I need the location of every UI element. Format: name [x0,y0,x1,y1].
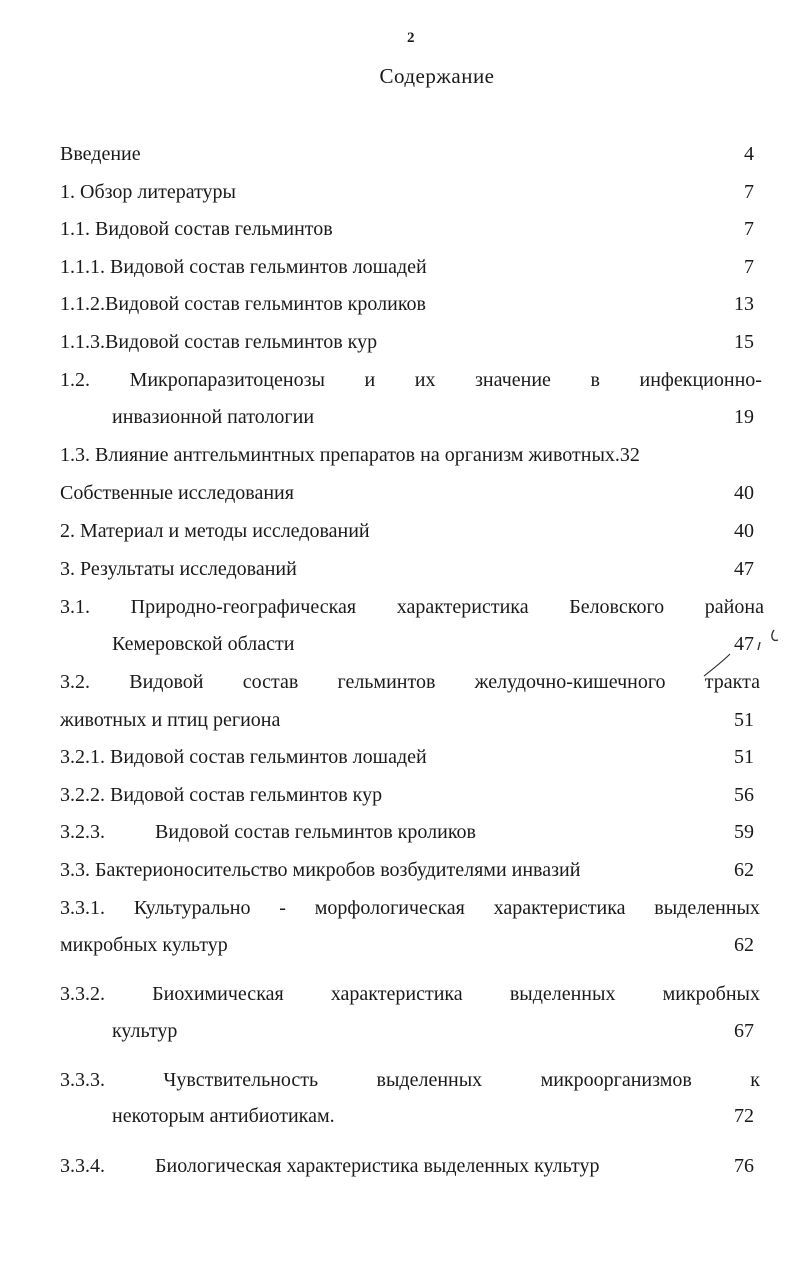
toc-word: Биохимическая [152,983,284,1005]
toc-word: выделенных [509,983,616,1005]
toc-word: их [414,369,436,391]
toc-entry-page: 19 [734,406,754,428]
toc-word: в [590,369,600,391]
toc-word: гельминтов [337,671,436,693]
toc-word: к [750,1069,760,1091]
toc-word: 3.2. [60,671,90,693]
toc-entry-page: 4 [744,143,754,165]
toc-entry-text: Кемеровской области [112,633,295,655]
toc-entry-text: инвазионной патологии [112,406,315,428]
toc-entry-text: 1.3. Влияние антгельминтных препаратов на организм животных. [60,444,620,466]
toc-word: Природно-географическая [130,596,357,618]
toc-entry-text: 1.1. Видовой состав гельминтов [60,218,333,240]
toc-entry-page: 32 [619,444,640,466]
toc-word: 3.1. [60,596,90,618]
toc-word: характеристика [493,897,626,919]
toc-entry-page: 13 [734,293,754,315]
toc-entry-text: животных и птиц региона [60,709,281,731]
toc-word: Культурально [133,897,251,919]
toc-entry-text: культур [112,1020,178,1042]
toc-word: Чувствительность [163,1069,319,1091]
page-number: 2 [407,30,415,46]
toc-entry-page: 40 [734,520,754,542]
toc-word: 3.3.1. [60,897,105,919]
toc-word: характеристика [330,983,463,1005]
toc-entry-text: 3.3.4. Биологическая характеристика выделенных культур [60,1155,600,1177]
toc-entry-text: 3.3. Бактерионосительство микробов возбудителями инвазий [60,859,581,881]
toc-entry-text: Введение [60,143,141,165]
toc-entry-text: 3.2.2. Видовой состав гельминтов кур [60,784,383,806]
toc-entry-page: 51 [734,709,754,731]
toc-entry-page: 7 [744,181,754,203]
toc-entry-page: 51 [734,746,754,768]
toc-word: тракта [704,671,760,693]
toc-entry-text: 1.1.1. Видовой состав гельминтов лошадей [60,256,427,278]
toc-entry-text: 3. Результаты исследований [60,558,297,580]
toc-entry-page: 62 [734,859,754,881]
toc-entry-page: 76 [734,1155,754,1177]
toc-entry-text: 1.1.2.Видовой состав гельминтов кроликов [60,293,426,315]
toc-entry-text: 1.1.3.Видовой состав гельминтов кур [60,331,378,353]
toc-entry-text: 3.2.1. Видовой состав гельминтов лошадей [60,746,427,768]
toc-entry-page: 7 [744,256,754,278]
toc-word: района [704,596,764,618]
toc-word: 3.3.3. [60,1069,105,1091]
toc-word: и [364,369,376,391]
toc-word: Микропаразитоценозы [129,369,325,391]
toc-word: Беловского [569,596,665,618]
toc-entry-page: 59 [734,821,754,843]
toc-entry-text: 2. Материал и методы исследований [60,520,370,542]
toc-entry-text: некоторым антибиотикам. [112,1105,335,1127]
toc-entry-page: 62 [734,934,754,956]
toc-entry-page: 47 [734,633,754,655]
toc-entry-page: 47 [734,558,754,580]
toc-word: характеристика [396,596,529,618]
toc-entry-page: 15 [734,331,754,353]
toc-entry-text: Собственные исследования [60,482,294,504]
toc-word: микробных [662,983,760,1005]
toc-entry-page: 56 [734,784,754,806]
toc-word: значение [475,369,551,391]
toc-word: микроорганизмов [540,1069,692,1091]
toc-word: Видовой [129,671,204,693]
toc-entry-text: микробных культур [60,934,228,956]
toc-entry-text: 1. Обзор литературы [60,181,236,203]
toc-word: морфологическая [314,897,465,919]
toc-word: желудочно-кишечного [474,671,666,693]
toc-word: - [279,897,286,919]
toc-word: выделенных [654,897,760,919]
toc-word: инфекционно- [639,369,762,391]
toc-entry-text: 3.2.3. Видовой состав гельминтов кроликов [60,821,476,843]
toc-word: выделенных [376,1069,483,1091]
toc-entry-page: 67 [734,1020,754,1042]
toc-entry-page: 40 [734,482,754,504]
toc-entry-page: 7 [744,218,754,240]
toc-word: состав [242,671,299,693]
page-title: Содержание [379,64,495,88]
toc-word: 3.3.2. [60,983,105,1005]
toc-entry-page: 72 [734,1105,754,1127]
toc-word: 1.2. [60,369,90,391]
